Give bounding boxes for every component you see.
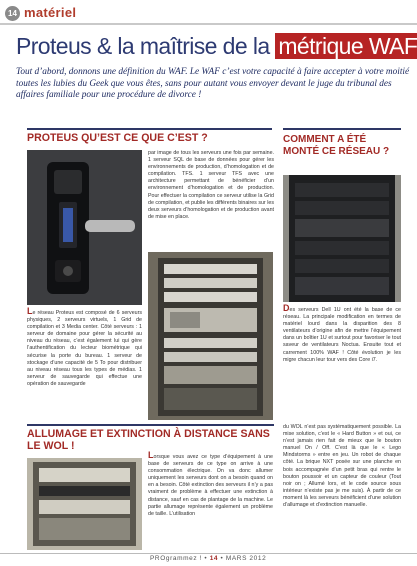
- title-part-1: Proteus & la maîtrise de la: [16, 33, 270, 59]
- rack-side-photo: [283, 175, 401, 302]
- lock-photo-caption: [27, 308, 142, 388]
- section3-rule: [27, 424, 274, 426]
- section3-col1: [148, 452, 273, 518]
- footer-date: MARS 2012: [225, 555, 267, 562]
- page-footer: [150, 555, 266, 562]
- footer-magazine: PROgrammez !: [150, 555, 202, 562]
- caption-dropcap: L: [27, 306, 33, 316]
- server-closet-photo: [27, 458, 142, 550]
- intro-paragraph: Tout d’abord, donnons une définition du WAF. Le WAF c’est votre capacité à faire accepter à votre moitié toutes les lubies du Geek que vous êtes, sans pour autant vous envoyer devant le juge du tribunal des affaires familiale pour une procédure de divorce !: [16, 67, 410, 101]
- page-number-badge: 14: [5, 6, 20, 21]
- rack-side-image: [283, 175, 401, 302]
- section2-body: [283, 305, 401, 364]
- lock-photo: [27, 150, 142, 305]
- section3-dropcap: L: [148, 450, 154, 460]
- section1-right-column: par image de tous les serveurs une fois par semaine. 1 serveur SQL de base de données pour gérer les environnements de production, d’homologation et de compilation. TFS. 1 serveur TFS avec une architecture permettant de bénéficier d’un environnement d’homologation et de production. Pour effectuer la compilation ce serveur utilise la Grid de compilation, et publie les différents binaires sur les deux serveurs d’homologation et de production avant de mise en place.: [148, 150, 274, 220]
- footer-separator-2: •: [220, 555, 224, 562]
- server-closet-image: [27, 458, 142, 550]
- server-rack-photo: [148, 252, 273, 420]
- caption-text: e réseau Proteus est composé de 6 serveurs physiques, 2 serveurs virtuels, 1 Grid de compilation et 3 Media center. Côté serveurs : 1 serveur de domaine pour gérer la sécurité au niveau du réseau, c’est également lui qui gère l’authentification du lecteur biométrique qui sécurise la porte du bureau. 1 serveur de stockage d’une capacité de 5 To pour distribuer au niveau réseau tous les types de médias. 1 serveur de sauvegarde qui effectue une opération de sauvegarde: [27, 310, 142, 387]
- header-rule: [0, 23, 417, 25]
- section-label: matériel: [24, 5, 77, 20]
- footer-rule: [0, 553, 417, 554]
- section2-heading: COMMENT A ÉTÉ MONTÉ CE RÉSEAU ?: [283, 134, 390, 157]
- article-title: [16, 33, 416, 59]
- section2-rule: [283, 128, 401, 130]
- section2-dropcap: D: [283, 303, 290, 313]
- biometric-lock-image: [27, 150, 142, 305]
- section3-col1-text: orsque vous avez ce type d’équipement à une base de serveurs de ce type on arrive à une consommation électrique. On va donc allumer uniquement les serveurs dont on a besoin quand on en a besoin. Côté extinction des serveurs il n’y a pas vraiment de problème à effectuer une extinction à distance, sauf en cas de plantage de la machine. Le partie allumage représente également un problème de taille. L’utilisation: [148, 454, 273, 517]
- title-part-2-highlight: métrique WAF: [275, 33, 417, 59]
- section2-text: es serveurs Dell 1U ont été la base de ce réseau. La principale modification en termes de matériel lourd dans la disparition des 8 ventilateurs d’origine afin de mettre l’équipement dans un boîtier 1U et surtout pour favoriser le tout saveur de ventilateurs Noctua. Ensuite tout et carrement 100% WAF ! Côté évolution je les migre chacun leur tour vers des Core i7.: [283, 307, 401, 363]
- server-rack-image: [148, 252, 273, 420]
- footer-page: 14: [209, 555, 219, 562]
- section1-heading: PROTEUS QU’EST CE QUE C’EST ?: [27, 132, 208, 144]
- footer-separator: •: [204, 555, 208, 562]
- section3-col2: du WOL n’est pas systématiquement possible. La mise solution, c’est le « Hard Button » et oui, ce n’est jamais rien fait de mieux que le bouton manuel On / Off. C’est là que le « Lego Mindstorms » entre en jeu. Un robot de chaque côté. La brique NXT posée sur une planche en bois accompagnée d’un petit bras qui rentre le bouton poussoir et un capteur de couleur (Tout noir on ; Allumé lors, et le code source sous intérieur n’existe pas je me suis). À partir de ce moment là les serveurs bénéficient d’une solution d’allumage et d’extinction manuelle.: [283, 424, 401, 509]
- section3-heading: ALLUMAGE ET EXTINCTION À DISTANCE SANS LE WOL !: [27, 428, 270, 452]
- section1-rule: [27, 128, 272, 130]
